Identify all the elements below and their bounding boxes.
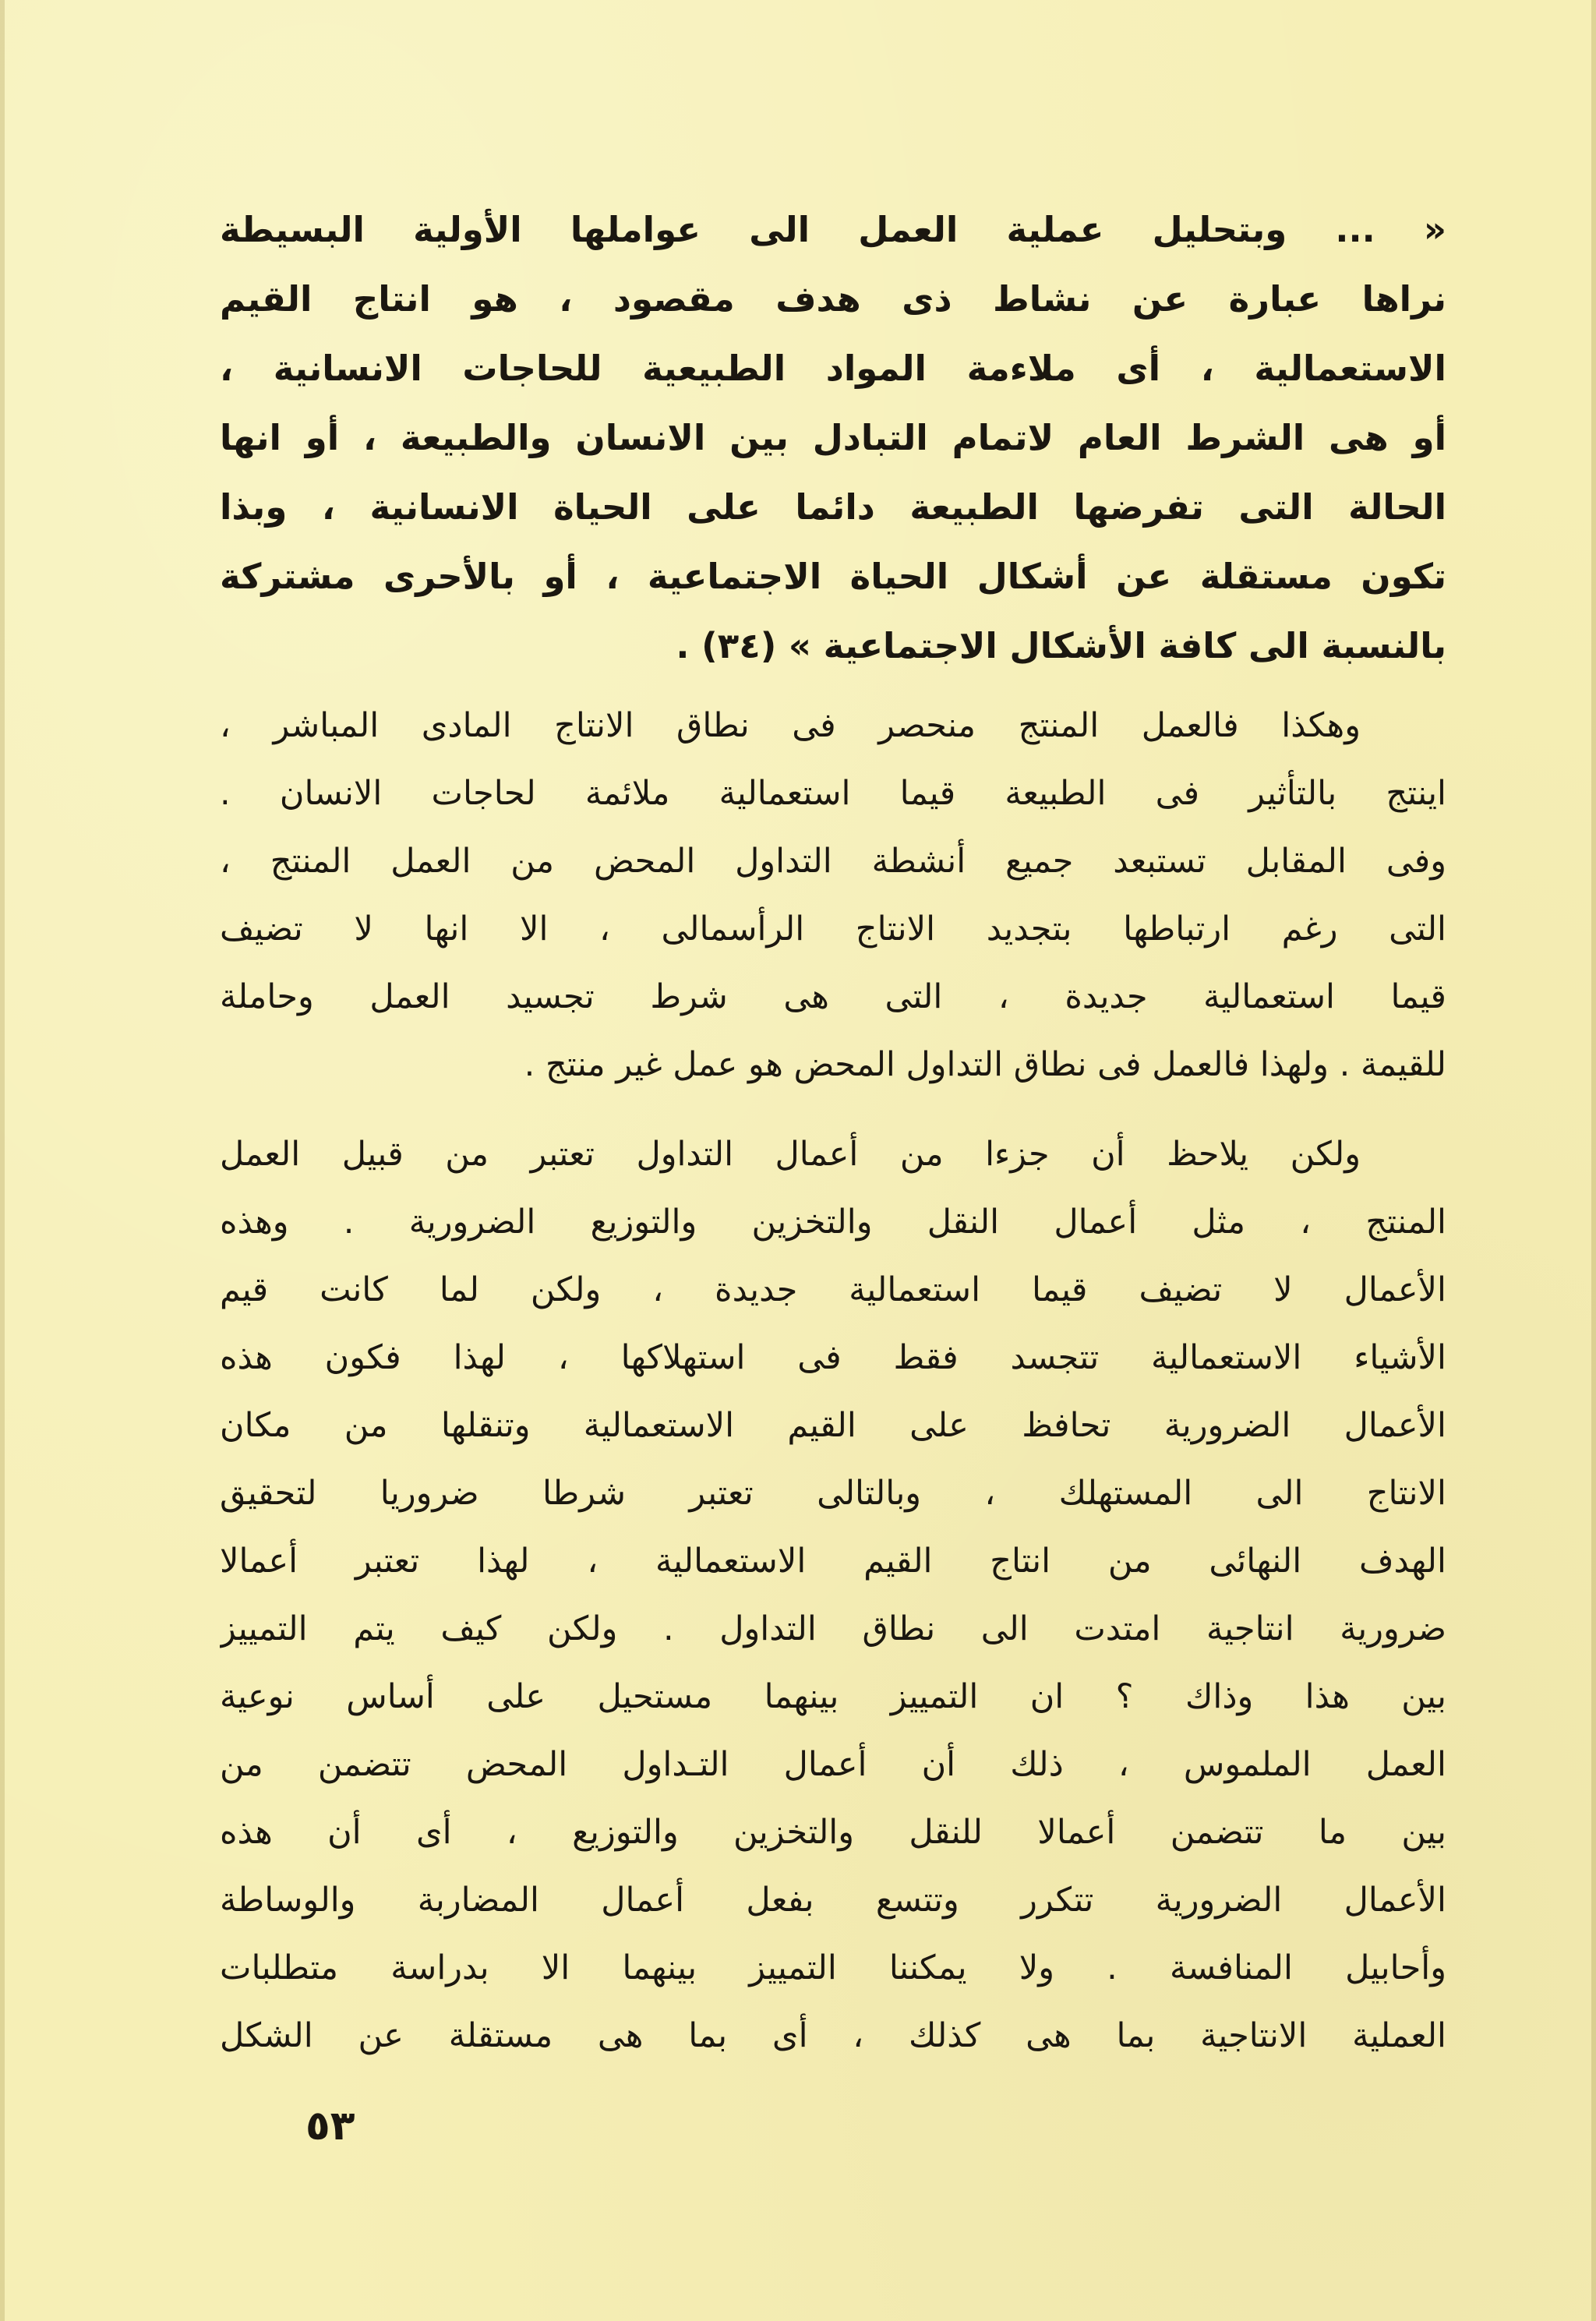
paragraph-line: قيما استعمالية جديدة ، التى هى شرط تجسيد العمل وحاملة [220, 977, 1446, 1016]
quote-line: نراها عبارة عن نشاط ذى هدف مقصود ، هو انتاج القيم [220, 278, 1446, 320]
paragraph-line: اينتج بالتأثير فى الطبيعة قيما استعمالية ملائمة لحاجات الانسان . [220, 774, 1446, 813]
page-edge-right [1591, 0, 1596, 2321]
paragraph-line [220, 692, 1446, 760]
quote-line: الاستعمالية ، أى ملاءمة المواد الطبيعية للحاجات الانسانية ، [220, 348, 1446, 389]
paragraph-line: بين ما تتضمن أعمالا للنقل والتخزين والتوزيع ، أى أن هذه [220, 1813, 1446, 1852]
quoted-passage [220, 195, 1446, 680]
paragraph-line: بين هذا وذاك ؟ ان التمييز بينهما مستحيل على أساس نوعية [220, 1677, 1446, 1716]
quote-line: الحالة التى تفرضها الطبيعة دائما على الحياة الانسانية ، وبذا [220, 486, 1446, 528]
paragraph-line: وأحابيل المنافسة . ولا يمكننا التمييز بينهما الا بدراسة متطلبات [220, 1948, 1446, 1987]
paragraph-line: العمل الملموس ، ذلك أن أعمال التـداول المحض تتضمن من [220, 1745, 1446, 1784]
page-number: ٥٣ [305, 2103, 355, 2150]
quote-line: أو هى الشرط العام لاتمام التبادل بين الانسان والطبيعة ، أو انها [220, 417, 1446, 458]
quote-line: « ... وبتحليل عملية العمل الى عواملها الأولية البسيطة [220, 209, 1446, 250]
paragraph-line: الأعمال الضرورية تحافظ على القيم الاستعمالية وتنقلها من مكان [220, 1406, 1446, 1445]
paragraph-line-text: وهكذا فالعمل المنتج منحصر فى نطاق الانتاج المادى المباشر ، [220, 706, 1361, 745]
paragraph-1 [220, 692, 1446, 1099]
quote-line-last: بالنسبة الى كافة الأشكال الاجتماعية » (٣٤) . [676, 625, 1446, 666]
paragraph-line [220, 1121, 1446, 1189]
paragraph-line: الأعمال الضرورية تتكرر وتتسع بفعل أعمال المضاربة والوساطة [220, 1881, 1446, 1920]
paragraph-line: الهدف النهائى من انتاج القيم الاستعمالية ، لهذا تعتبر أعمالا [220, 1542, 1446, 1581]
paragraph-line: المنتج ، مثل أعمال النقل والتخزين والتوزيع الضرورية . وهذه [220, 1203, 1446, 1242]
paragraph-line: ضرورية انتاجية امتدت الى نطاق التداول . ولكن كيف يتم التمييز [220, 1609, 1446, 1648]
paragraph-line: الأشياء الاستعمالية تتجسد فقط فى استهلاكها ، لهذا فكون هذه [220, 1338, 1446, 1377]
paragraph-line: التى رغم ارتباطها بتجديد الانتاج الرأسمالى ، الا انها لا تضيف [220, 910, 1446, 949]
paragraph-line: العملية الانتاجية بما هى كذلك ، أى بما هى مستقلة عن الشكل [220, 2016, 1446, 2055]
page-edge-left [0, 0, 5, 2321]
paragraph-line-last: للقيمة . ولهذا فالعمل فى نطاق التداول المحض هو عمل غير منتج . [524, 1045, 1446, 1084]
paragraph-line: الأعمال لا تضيف قيما استعمالية جديدة ، ولكن لما كانت قيم [220, 1270, 1446, 1309]
paragraph-2 [220, 1121, 1446, 2070]
quote-line: تكون مستقلة عن أشكال الحياة الاجتماعية ، أو بالأحرى مشتركة [220, 556, 1446, 597]
paragraph-line-text: ولكن يلاحظ أن جزءا من أعمال التداول تعتبر من قبيل العمل [220, 1135, 1361, 1174]
paragraph-line: الانتاج الى المستهلك ، وبالتالى تعتبر شرطا ضروريا لتحقيق [220, 1474, 1446, 1513]
paragraph-line: وفى المقابل تستبعد جميع أنشطة التداول المحض من العمل المنتج ، [220, 842, 1446, 881]
